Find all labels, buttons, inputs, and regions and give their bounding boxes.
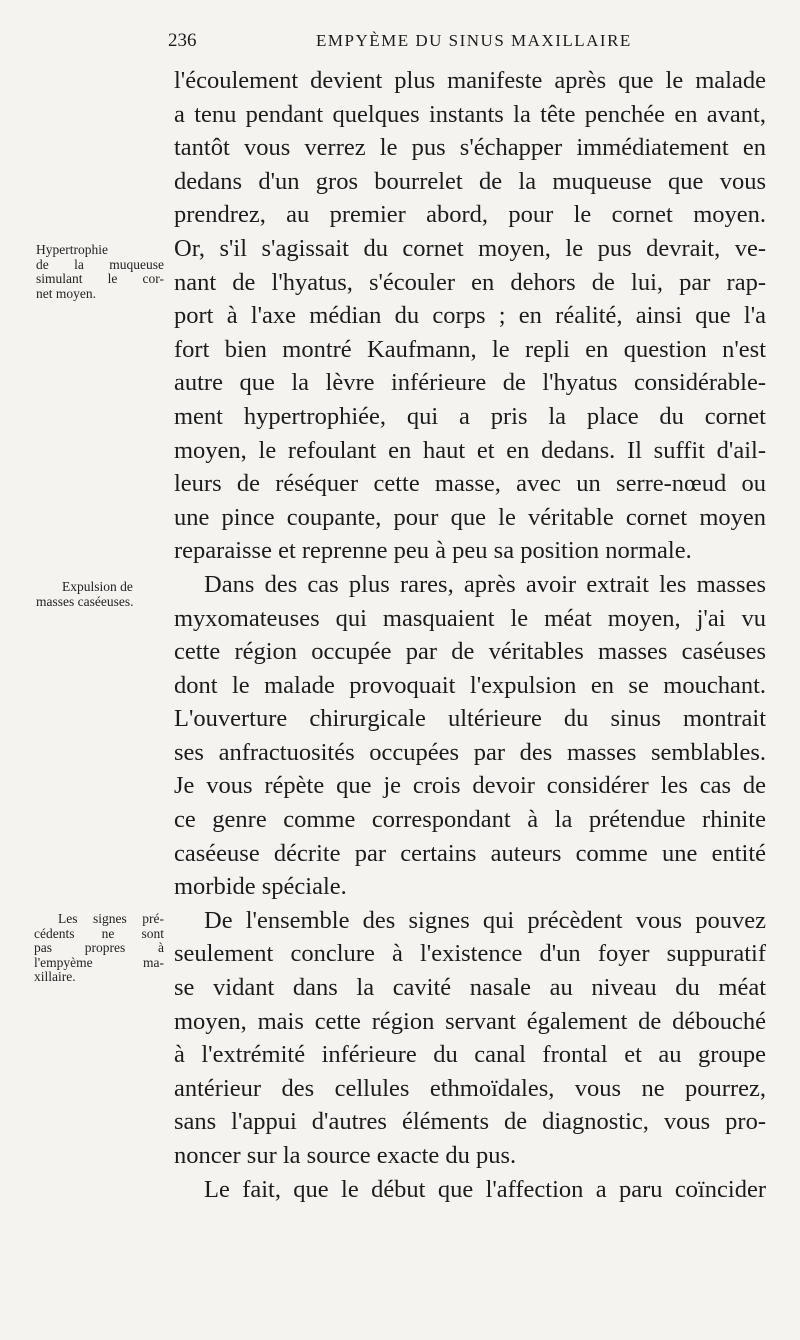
text-line: seulement conclure à l'existence d'un foyer suppuratif — [174, 940, 766, 968]
text-line: L'ouverture chirurgicale ultérieure du sinus montrait — [174, 705, 766, 733]
margin-note-hypertrophy — [36, 243, 164, 301]
text-line: dedans d'un gros bourrelet de la muqueuse que vous — [174, 167, 766, 195]
text-line: leurs de réséquer cette masse, avec un serre-nœud ou — [174, 470, 766, 498]
text-line: tantôt vous verrez le pus s'échapper immédiatement en — [174, 134, 766, 162]
body-text — [174, 64, 766, 1206]
text-line: autre que la lèvre inférieure de l'hyatus considérable- — [174, 369, 766, 397]
text-line: myxomateuses qui masquaient le méat moyen, j'ai vu — [174, 604, 766, 632]
text-line: nant de l'hyatus, s'écouler en dehors de lui, par rap- — [174, 268, 766, 296]
text-line: De l'ensemble des signes qui précèdent vous pouvez — [204, 906, 766, 934]
text-line: morbide spéciale. — [174, 873, 347, 901]
text-line: Dans des cas plus rares, après avoir extrait les masses — [204, 570, 766, 598]
margin-note-line: pas propres à — [34, 940, 164, 955]
text-line: se vidant dans la cavité nasale au niveau du méat — [174, 974, 766, 1002]
text-line: ment hypertrophiée, qui a pris la place du cornet — [174, 402, 766, 430]
margin-note-line: l'empyème ma- — [34, 954, 164, 970]
text-line: ce genre comme correspondant à la prétendue rhinite — [174, 806, 766, 834]
text-line: a tenu pendant quelques instants la tête penchée en avant, — [174, 100, 766, 128]
text-line: reparaisse et reprenne peu à peu sa position normale. — [174, 537, 692, 565]
margin-note-expulsion — [36, 580, 164, 609]
text-line: cette région occupée par de véritables masses caséuses — [174, 638, 766, 666]
margin-note-line: de la muqueuse — [36, 256, 164, 272]
margin-note-signs — [34, 912, 164, 985]
text-line: sans l'appui d'autres éléments de diagnostic, vous pro- — [174, 1108, 766, 1136]
margin-note-line: masses caséeuses. — [36, 593, 134, 609]
text-line: noncer sur la source exacte du pus. — [174, 1142, 517, 1169]
margin-note-line: Hypertrophie — [36, 242, 108, 257]
text-line: caséeuse décrite par certains auteurs comme une entité — [174, 839, 766, 867]
text-line: une pince coupante, pour que le véritable cornet moyen — [174, 503, 766, 531]
margin-note-line: xillaire. — [34, 969, 76, 984]
text-line: Le fait, que le début que l'affection a paru coïncider — [204, 1175, 766, 1203]
margin-note-line: cédents ne sont — [34, 925, 164, 941]
text-line: l'écoulement devient plus manifeste après que le malade — [174, 67, 766, 94]
text-line: port à l'axe médian du corps ; en réalité, ainsi que l'a — [174, 302, 766, 330]
text-line: ses anfractuosités occupées par des masses semblables. — [174, 738, 766, 766]
text-line: Je vous répète que je crois devoir considérer les cas de — [174, 772, 766, 800]
text-line: à l'extrémité inférieure du canal frontal et au groupe — [174, 1041, 766, 1069]
margin-note-line: Les signes pré- — [58, 911, 164, 926]
text-line: fort bien montré Kaufmann, le repli en question n'est — [174, 335, 766, 363]
page-number: 236 — [168, 30, 197, 51]
running-head — [168, 30, 648, 58]
margin-note-line: Expulsion de — [62, 579, 133, 594]
text-line: moyen, mais cette région servant également de débouché — [174, 1007, 766, 1035]
margin-note-line: simulant le cor- — [36, 271, 164, 286]
running-title: EMPYÈME DU SINUS MAXILLAIRE — [316, 31, 632, 50]
text-line: antérieur des cellules ethmoïdales, vous ne pourrez, — [174, 1074, 766, 1102]
text-line: dont le malade provoquait l'expulsion en se mouchant. — [174, 671, 766, 699]
text-line: Or, s'il s'agissait du cornet moyen, le pus devrait, ve- — [174, 234, 766, 262]
margin-note-line: net moyen. — [36, 285, 96, 301]
text-line: prendrez, au premier abord, pour le cornet moyen. — [174, 201, 766, 229]
text-line: moyen, le refoulant en haut et en dedans. Il suffit d'ail- — [174, 436, 766, 464]
